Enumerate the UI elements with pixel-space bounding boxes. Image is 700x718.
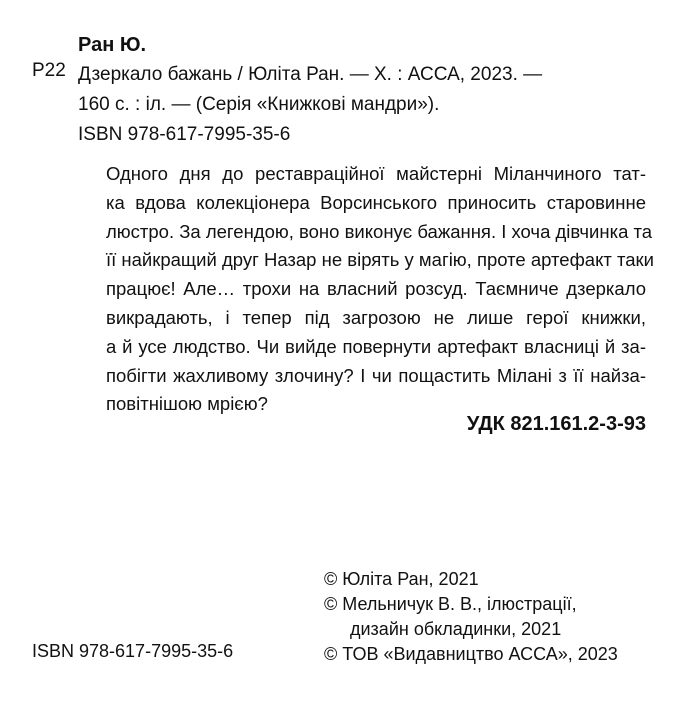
bibliographic-description [78,60,542,120]
annotation-line: люстро. За легендою, воно виконує бажання. І хоча дівчинка та [106,220,653,242]
bibliographic-line-1: Дзеркало бажань / Юліта Ран. — Х. : АССА, 2023. — [78,64,543,85]
annotation-line: побігти жахливому злочину? І чи пощастить Мілані з її найза- [106,364,646,386]
annotation-paragraph [106,160,654,419]
bibliographic-line-2: 160 с. : іл. — (Серія «Книжкові мандри»). [78,94,440,115]
annotation-line: ка вдова колекціонера Ворсинського приносить старовинне [106,191,646,213]
copyright-publisher: © ТОВ «Видавництво АССА», 2023 [324,644,618,664]
annotation-line: її найкращий друг Назар не вірять у магію, проте артефакт таки [106,249,654,271]
classification-code: Р22 [32,60,66,81]
udk-code: УДК 821.161.2-3-93 [466,413,646,435]
isbn-bottom: ISBN 978-617-7995-35-6 [32,641,234,661]
author-heading: Ран Ю. [78,34,147,56]
copyright-author: © Юліта Ран, 2021 [324,569,479,589]
copyright-block [324,567,618,667]
annotation-line: працює! Але… трохи на власний розсуд. Таємниче дзеркало [106,278,646,300]
copyright-illustrator: © Мельничук В. В., ілюстрації, [324,594,577,614]
annotation-line: повітнішою мрією? [106,393,268,415]
annotation-line: Одного дня до реставраційної майстерні Міланчиного тат- [106,163,646,184]
annotation-line: викрадають, і тепер під загрозою не лише герої книжки, [106,306,646,328]
isbn-top: ISBN 978-617-7995-35-6 [78,124,291,145]
annotation-line: а й усе людство. Чи вийде повернути артефакт власниці й за- [106,335,646,357]
copyright-illustrator-continued: дизайн обкладинки, 2021 [350,619,562,639]
